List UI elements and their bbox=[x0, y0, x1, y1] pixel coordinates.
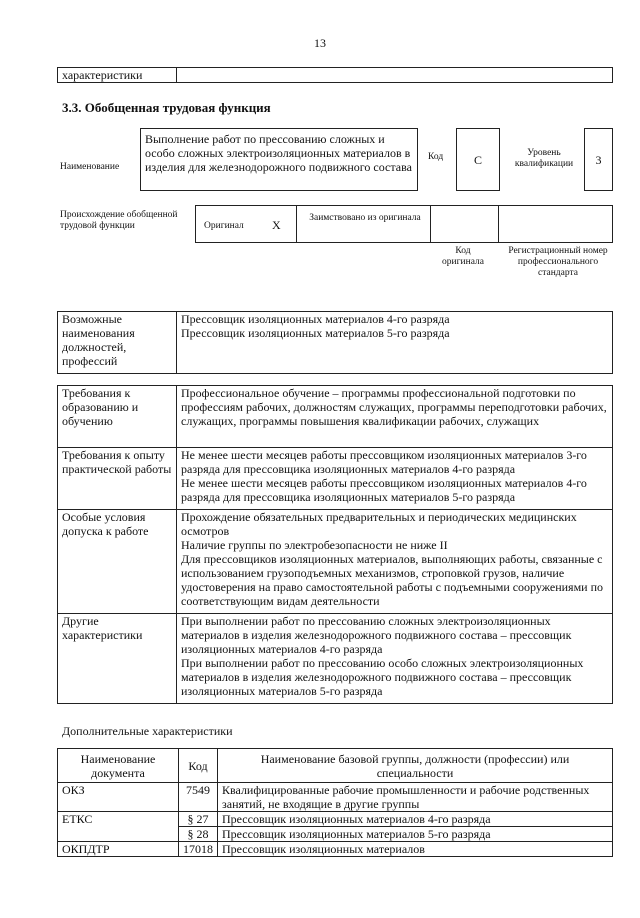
header-name: Наименование базовой группы, должности (профессии) или специальности bbox=[218, 749, 613, 783]
other-label: Другие характеристики bbox=[58, 614, 177, 704]
row-code: 17018 bbox=[179, 842, 218, 857]
header-code: Код bbox=[179, 749, 218, 783]
origin-divider-1 bbox=[296, 206, 297, 242]
row-name: Прессовщик изоляционных материалов 4-го разряда bbox=[218, 812, 613, 827]
level-value: 3 bbox=[595, 153, 602, 167]
requirements-row-experience bbox=[58, 448, 613, 510]
borrowed-label: Заимствовано из оригинала bbox=[309, 213, 421, 223]
positions-table bbox=[57, 311, 613, 374]
other-line: При выполнении работ по прессованию сложных электроизоляционных материалов в изделия железнодорожного подвижного состава – прессовщик изоляционных материалов 4-го разряда bbox=[181, 614, 572, 656]
origin-divider-3 bbox=[498, 206, 499, 242]
row-doc: ОКЗ bbox=[58, 783, 179, 812]
education-line: Профессиональное обучение – программы профессиональной подготовки по профессиям рабочих, должностям служащих, программы переподготовки рабочих, служащих, программы повышения квалификации рабочих, служащих bbox=[181, 386, 607, 428]
experience-label: Требования к опыту практической работы bbox=[58, 448, 177, 510]
experience-line: Не менее шести месяцев работы прессовщиком изоляционных материалов 3-го разряда для прессовщика изоляционных материалов 4-го разряда bbox=[181, 448, 587, 476]
original-mark: X bbox=[272, 218, 281, 232]
code-original-caption: Код оригинала bbox=[442, 246, 484, 267]
row-doc: ЕТКС bbox=[58, 812, 179, 842]
special-line: Для прессовщиков изоляционных материалов, выполняющих работы, связанные с использованием грузоподъемных механизмов, строповкой грузов, наличие удостоверения на право самостоятельной работы с подъемными сооружениями по соответствующим видам деятельности bbox=[181, 552, 604, 608]
code-box bbox=[456, 128, 500, 191]
education-label: Требования к образованию и обучению bbox=[58, 386, 177, 448]
positions-values bbox=[177, 312, 613, 374]
top-row-value bbox=[177, 68, 613, 83]
function-name-label: Наименование bbox=[60, 162, 120, 172]
origin-divider-2 bbox=[430, 206, 431, 242]
row-name: Прессовщик изоляционных материалов 5-го разряда bbox=[218, 827, 613, 842]
header-document: Наименование документа bbox=[58, 749, 179, 783]
special-value bbox=[177, 510, 613, 614]
row-code: 7549 bbox=[179, 783, 218, 812]
function-name-box bbox=[140, 128, 418, 191]
requirements-row-special bbox=[58, 510, 613, 614]
other-line: При выполнении работ по прессованию особо сложных электроизоляционных материалов в изделия железнодорожного подвижного состава – прессовщик изоляционных материалов 5-го разряда bbox=[181, 656, 584, 698]
section-title: 3.3. Обобщенная трудовая функция bbox=[62, 100, 271, 115]
origin-box bbox=[195, 205, 613, 243]
requirements-row-other bbox=[58, 614, 613, 704]
table-row bbox=[58, 842, 613, 857]
table-row bbox=[58, 783, 613, 812]
top-row-table bbox=[57, 67, 613, 83]
special-line: Прохождение обязательных предварительных и периодических медицинских осмотров bbox=[181, 510, 577, 538]
row-doc: ОКПДТР bbox=[58, 842, 179, 857]
special-label: Особые условия допуска к работе bbox=[58, 510, 177, 614]
education-value bbox=[177, 386, 613, 448]
special-line: Наличие группы по электробезопасности не ниже II bbox=[181, 538, 448, 552]
row-name: Квалифицированные рабочие промышленности и рабочие родственных занятий, не входящие в другие группы bbox=[218, 783, 613, 812]
row-name: Прессовщик изоляционных материалов bbox=[218, 842, 613, 857]
function-name-value: Выполнение работ по прессованию сложных и особо сложных электроизоляционных материалов в изделия для железнодорожного подвижного состава bbox=[145, 132, 412, 174]
code-value: C bbox=[473, 153, 482, 167]
requirements-row-education bbox=[58, 386, 613, 448]
additional-header-row bbox=[58, 749, 613, 783]
reg-number-caption: Регистрационный номер профессионального стандарта bbox=[508, 246, 608, 278]
level-label: Уровень квалификации bbox=[514, 148, 574, 169]
original-label: Оригинал bbox=[204, 221, 244, 231]
table-row bbox=[58, 812, 613, 827]
position-item: Прессовщик изоляционных материалов 5-го разряда bbox=[181, 326, 450, 340]
other-value bbox=[177, 614, 613, 704]
positions-label: Возможные наименования должностей, профессий bbox=[58, 312, 177, 374]
additional-title: Дополнительные характеристики bbox=[62, 724, 233, 738]
row-code: § 28 bbox=[179, 827, 218, 842]
page-number: 13 bbox=[314, 36, 326, 50]
position-item: Прессовщик изоляционных материалов 4-го разряда bbox=[181, 312, 450, 326]
level-box bbox=[584, 128, 613, 191]
code-label: Код bbox=[428, 152, 444, 162]
additional-table bbox=[57, 748, 613, 857]
experience-value bbox=[177, 448, 613, 510]
row-code: § 27 bbox=[179, 812, 218, 827]
top-row-label: характеристики bbox=[58, 68, 177, 83]
requirements-table bbox=[57, 385, 613, 704]
experience-line: Не менее шести месяцев работы прессовщиком изоляционных материалов 4-го разряда для прессовщика изоляционных материалов 5-го разряда bbox=[181, 476, 587, 504]
origin-label: Происхождение обобщенной трудовой функции bbox=[60, 210, 178, 231]
